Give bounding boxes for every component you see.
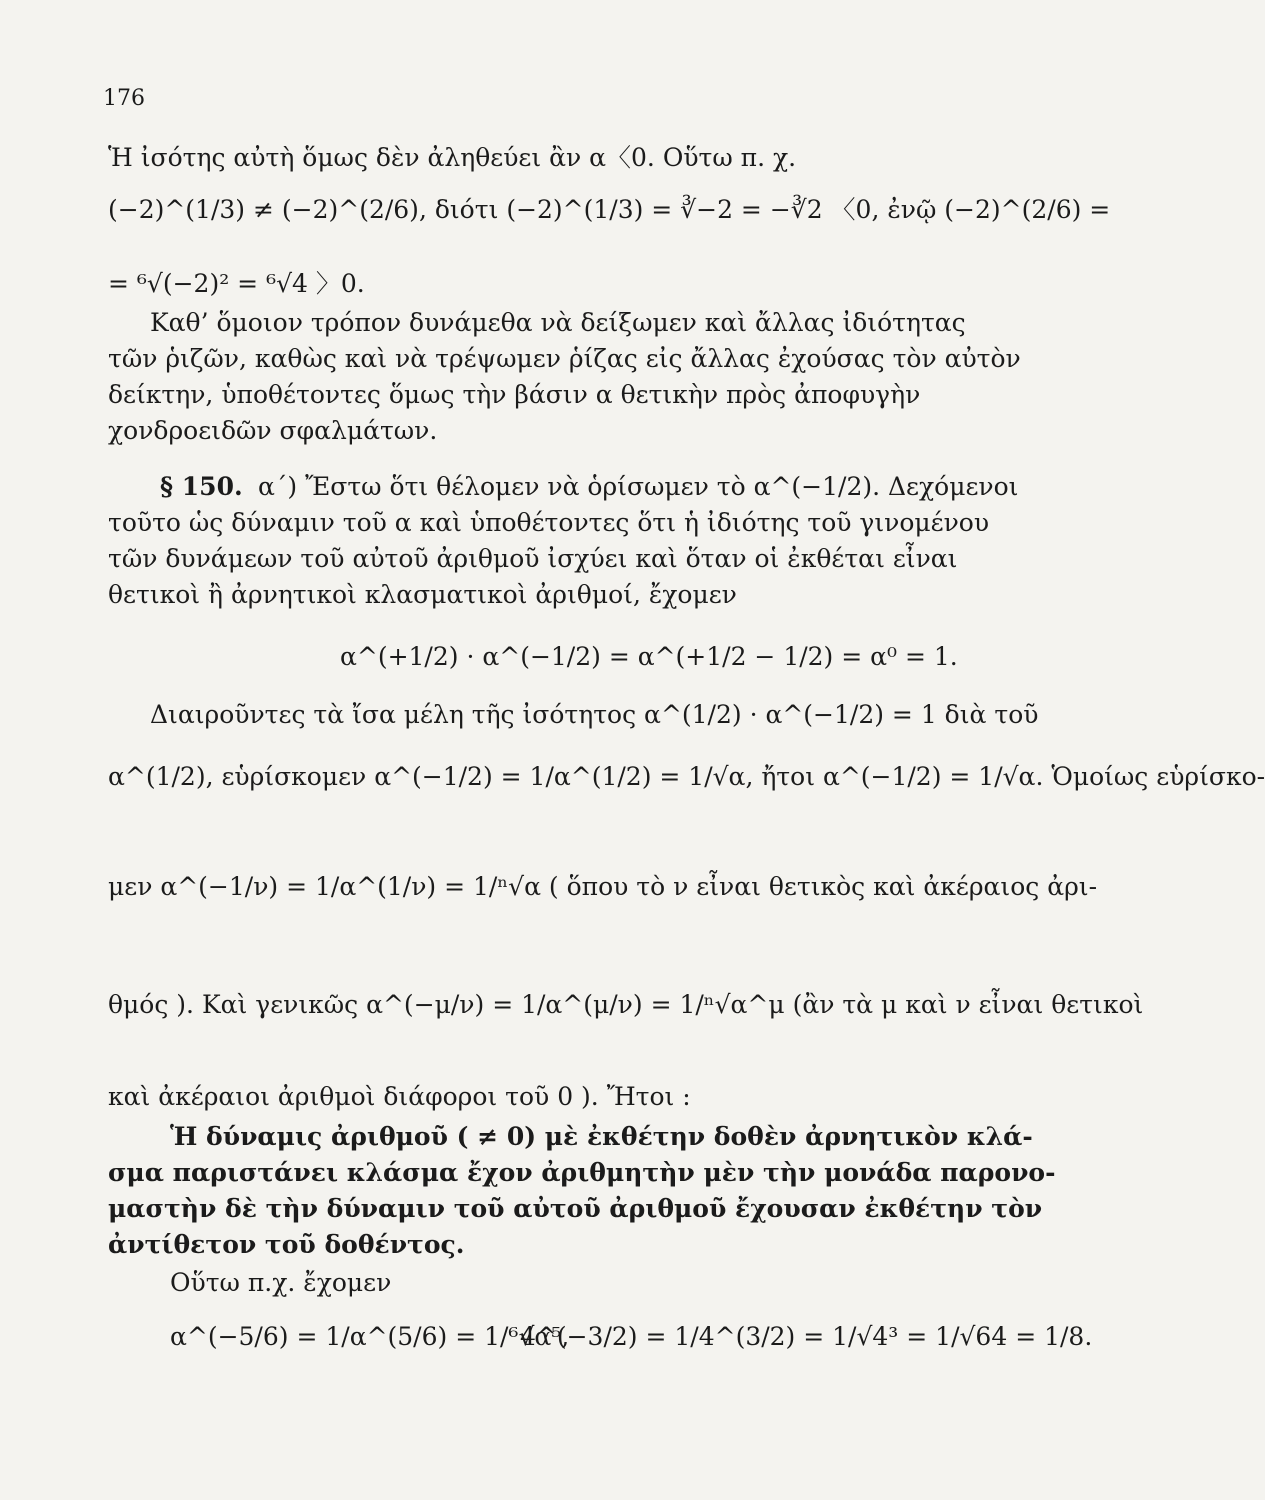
equation-line: α^(−5/6) = 1/α^(5/6) = 1/⁶√α⁵, [170,1322,570,1351]
paragraph-line: α΄) Ἔστω ὅτι θέλομεν νὰ ὁρίσωμεν τὸ α^(−1/2). Δεχόμενοι [258,472,1019,501]
equation-line: 4^(−3/2) = 1/4^(3/2) = 1/√4³ = 1/√64 = 1/8. [520,1322,1093,1351]
theorem-line: σμα παριστάνει κλάσμα ἔχον ἀριθμητὴν μὲν τὴν μονάδα παρονο- [108,1158,1056,1187]
equation-line: = ⁶√(−2)² = ⁶√4 〉0. [108,269,365,298]
theorem-line: μαστὴν δὲ τὴν δύναμιν τοῦ αὐτοῦ ἀριθμοῦ ἔχουσαν ἐκθέτην τὸν [108,1194,1043,1223]
equation-line: (−2)^(1/3) ≠ (−2)^(2/6), διότι (−2)^(1/3) = ∛−2 = −∛2 〈0, ἐνῷ (−2)^(2/6) = [108,195,1111,224]
paragraph-line: καὶ ἀκέραιοι ἀριθμοὶ διάφοροι τοῦ 0 ). Ἤτοι : [108,1082,691,1111]
paragraph-line: α^(1/2), εὑρίσκομεν α^(−1/2) = 1/α^(1/2) = 1/√α, ἤτοι α^(−1/2) = 1/√α. Ὁμοίως εὑρίσκο- [108,762,1265,791]
theorem-line: Ἡ δύναμις ἀριθμοῦ ( ≠ 0) μὲ ἐκθέτην δοθὲν ἀρνητικὸν κλά- [170,1122,1033,1151]
paragraph-line: τοῦτο ὡς δύναμιν τοῦ α καὶ ὑποθέτοντες ὅτι ἡ ἰδιότης τοῦ γινομένου [108,508,990,537]
equation-line: α^(+1/2) · α^(−1/2) = α^(+1/2 − 1/2) = α⁰ = 1. [340,642,958,671]
section-number: § 150. [160,472,243,501]
page-number: 176 [103,86,145,111]
theorem-line: ἀντίθετον τοῦ δοθέντος. [108,1230,465,1259]
paragraph-line: Οὕτω π.χ. ἔχομεν [170,1268,392,1297]
paragraph-line: χονδροειδῶν σφαλμάτων. [108,416,438,445]
paragraph-line: Καθ’ ὅμοιον τρόπον δυνάμεθα νὰ δείξωμεν καὶ ἄλλας ἰδιότητας [150,308,966,337]
paragraph-line: τῶν δυνάμεων τοῦ αὐτοῦ ἀριθμοῦ ἰσχύει καὶ ὅταν οἱ ἐκθέται εἶναι [108,544,958,573]
text-line: Ἡ ἰσότης αὐτὴ ὅμως δὲν ἀληθεύει ἂν α〈0. Οὕτω π. χ. [108,143,797,172]
paragraph-line: Διαιροῦντες τὰ ἴσα μέλη τῆς ἰσότητος α^(1/2) · α^(−1/2) = 1 διὰ τοῦ [150,700,1039,729]
paragraph-line: θμός ). Καὶ γενικῶς α^(−μ/ν) = 1/α^(μ/ν) = 1/ⁿ√α^μ (ἂν τὰ μ καὶ ν εἶναι θετικοὶ [108,990,1144,1019]
paragraph-line: τῶν ῥιζῶν, καθὼς καὶ νὰ τρέψωμεν ῥίζας εἰς ἄλλας ἐχούσας τὸν αὐτὸν [108,344,1021,373]
paragraph-line: μεν α^(−1/ν) = 1/α^(1/ν) = 1/ⁿ√α ( ὅπου τὸ ν εἶναι θετικὸς καὶ ἀκέραιος ἀρι- [108,872,1098,901]
paragraph-line: δείκτην, ὑποθέτοντες ὅμως τὴν βάσιν α θετικὴν πρὸς ἀποφυγὴν [108,380,921,409]
paragraph-line: θετικοὶ ἢ ἀρνητικοὶ κλασματικοὶ ἀριθμοί, ἔχομεν [108,580,737,609]
